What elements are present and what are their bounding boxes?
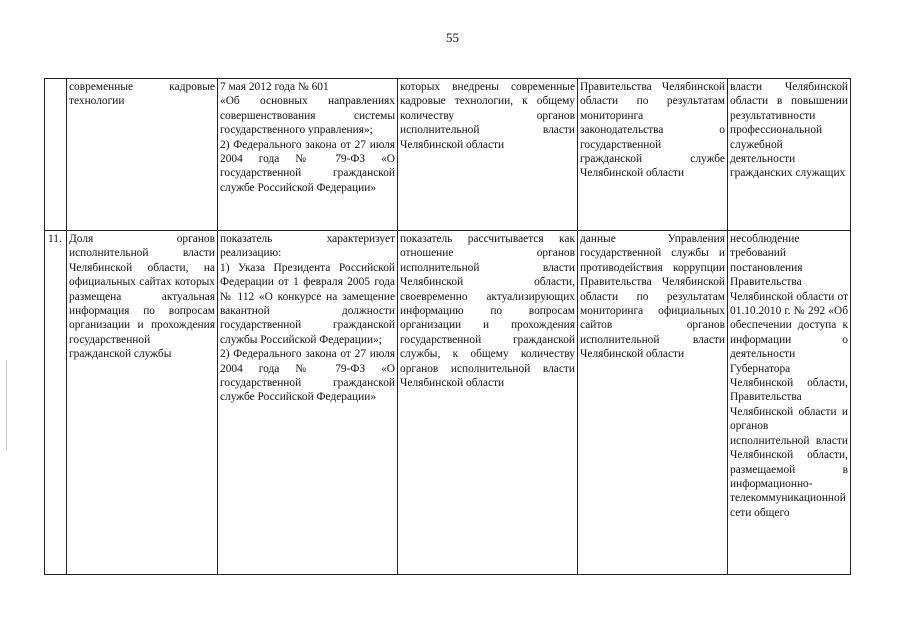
cell-text: показатель рассчитывается как отношение органов исполнительной власти Челябинской области, своевременно актуализирующих информацию по вопросам организации и прохождения государственной гражданской службы, к общему количеству органов исполнительной власти Челябинской области: [400, 233, 575, 390]
row-number-cell: [45, 79, 67, 231]
cell-text: современные кадровые технологии: [69, 81, 215, 108]
indicator-name-cell: [67, 231, 218, 575]
cell-text: 7 мая 2012 года № 601: [220, 81, 329, 93]
margin-mark: [6, 360, 7, 450]
cell-text: 2) Федерального закона от 27 июля 2004 года № 79-ФЗ «О государственной гражданской службе Российской Федерации»: [220, 138, 395, 194]
cell-text: показатель характеризует реализацию:: [220, 233, 395, 260]
cell-text: данные Управления государственной службы и противодействия коррупции Правительства Челябинской области по результатам мониторинга официальных сайтов органов исполнительной власти Челябинской области: [580, 233, 725, 361]
cell-text: несоблюдение требований постановления Правительства Челябинской области от 01.10.2010 г. № 292 «Об обеспечении доступа к информации о деятельности Губернатора Челябинской области, Правительства Челябинской области и органов исполнительной власти Челябинской области, размещаемой в информационно-телекоммуникационной сети общего: [730, 233, 848, 519]
calculation-method-cell: [398, 231, 578, 575]
cell-text: Доля органов исполнительной власти Челябинской области, на официальных сайтах которых размещена актуальная информация по вопросам организации и прохождения государственной гражданской службы: [69, 233, 215, 361]
calculation-method-cell: [398, 79, 578, 231]
table-row: [45, 79, 851, 231]
cell-text: власти Челябинской области в повышении результативности профессиональной служебной деятельности гражданских служащих: [730, 81, 848, 180]
row-number-cell: 11.: [45, 231, 67, 575]
cell-text: 1) Указа Президента Российской Федерации от 1 февраля 2005 года № 112 «О конкурсе на замещение вакантной должности государственной гражданской службы Российской Федерации»;: [220, 261, 395, 346]
legal-basis-cell: [218, 79, 398, 231]
cell-text: Правительства Челябинской области по результатам мониторинга законодательства о государственной гражданской службе Челябинской области: [580, 81, 725, 180]
risk-factors-cell: [728, 231, 851, 575]
legal-basis-cell: [218, 231, 398, 575]
indicator-name-cell: [67, 79, 218, 231]
data-source-cell: [578, 231, 728, 575]
risk-factors-cell: [728, 79, 851, 231]
data-source-cell: [578, 79, 728, 231]
table-row: [45, 231, 851, 575]
page-number: 55: [446, 30, 459, 45]
cell-text: 2) Федерального закона от 27 июля 2004 года № 79-ФЗ «О государственной гражданской службе Российской Федерации»: [220, 348, 395, 404]
indicators-table: [44, 78, 851, 575]
cell-text: которых внедрены современные кадровые технологии, к общему количеству органов исполнительной власти Челябинской области: [400, 81, 575, 151]
cell-text: «Об основных направлениях совершенствования системы государственного управления»;: [220, 95, 395, 137]
